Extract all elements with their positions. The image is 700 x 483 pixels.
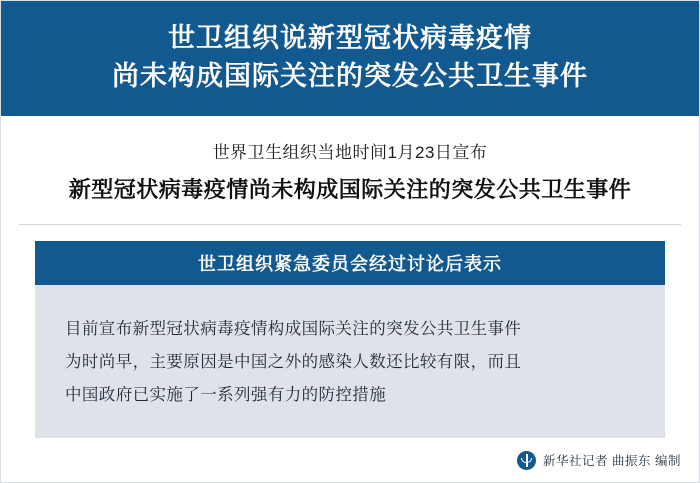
xinhua-logo-icon: [517, 451, 536, 470]
header-title-line-2: 尚未构成国际关注的突发公共卫生事件: [112, 61, 588, 92]
subhead-lead: 世界卫生组织当地时间1月23日宣布: [212, 142, 488, 162]
header-title-line-1: 世卫组织说新型冠状病毒疫情: [168, 23, 532, 53]
divider: [19, 224, 681, 225]
content-card: [35, 241, 665, 438]
card-body: [35, 285, 665, 432]
card-title: 世卫组织紧急委员会经过讨论后表示: [35, 241, 665, 285]
footer-credit: 新华社记者 曲振东 编制: [543, 454, 681, 468]
subhead-statement: 新型冠状病毒疫情尚未构成国际关注的突发公共卫生事件: [68, 176, 632, 202]
subhead-block: [1, 116, 699, 210]
card-paragraph-line: 为时尚早，主要原因是中国之外的感染人数还比较有限，而且: [65, 352, 522, 371]
header-banner: [1, 1, 699, 116]
footer: [1, 438, 699, 482]
card-paragraph-line: 目前宣布新型冠状病毒疫情构成国际关注的突发公共卫生事件: [65, 319, 522, 338]
card-paragraph-line: 中国政府已实施了一系列强有力的防控措施: [65, 385, 387, 404]
